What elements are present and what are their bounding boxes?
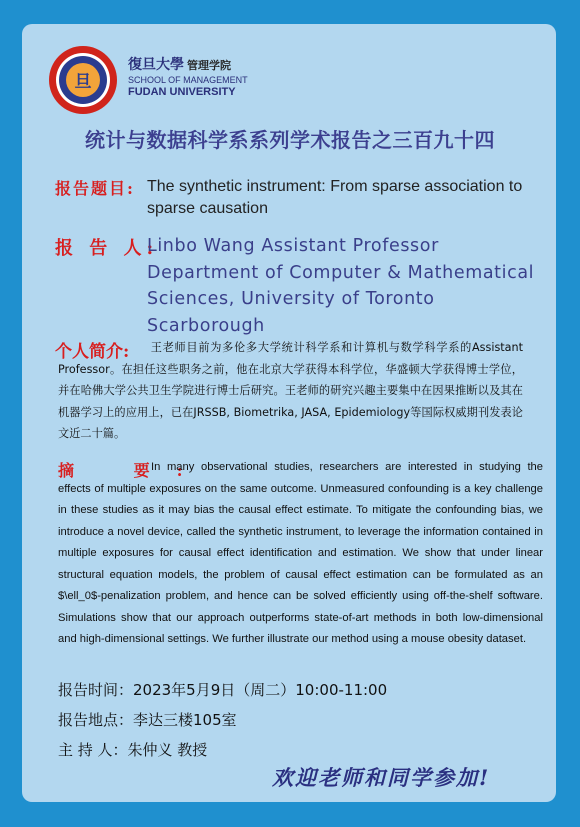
speaker-dept-line: Department of Computer & Mathematical xyxy=(147,262,535,283)
abstract-text-block xyxy=(58,457,543,651)
topic-label: 报告题目: xyxy=(55,179,135,198)
talk-time: 报告时间：2023年5月9日（周二）10:00-11:00 xyxy=(58,681,388,699)
welcome-message: 欢迎老师和同学参加! xyxy=(272,765,491,790)
speaker-univ-line: Sciences, University of Toronto Scarborough xyxy=(147,289,435,336)
bio-text: 王老师目前为多伦多大学统计科学系和计算机与数学科学系的Assistant Professor。在担任这些职务之前，他在北京大学获得本科学位，华盛顿大学获得博士学位，并在哈佛大学公共卫生学院进行博士后研究。王老师的研究兴趣主要集中在因果推断以及其在机器学习上的应用上，已在JRSSB, Biometrika, JASA, Epidemiology等国际权威期刊发表论文近二十篇。 xyxy=(58,341,523,440)
svg-text:旦: 旦 xyxy=(74,72,92,92)
speaker-name-line: Linbo Wang Assistant Professor xyxy=(147,236,439,256)
page-title: 统计与数据科学系系列学术报告之三百九十四 xyxy=(85,128,495,152)
school-name-en-line1: SCHOOL OF MANAGEMENT xyxy=(128,75,248,85)
speaker-label: 报 告 人: xyxy=(55,238,159,259)
school-name-en-line2: FUDAN UNIVERSITY xyxy=(128,86,236,98)
school-name-cn: 復旦大學 管理学院 xyxy=(128,57,231,73)
bio-label: 个人简介: xyxy=(55,342,130,362)
fudan-management-logo xyxy=(48,45,118,115)
bio-text-block xyxy=(58,337,523,445)
abstract-text: In many observational studies, researchers are interested in studying the effects of multiple exposures on the same outcome. Unmeasured confounding is a key challenge in these studies as it may bias the causal effect estimate. To mitigate the confounding bias, we introduce a novel device, called the synthetic instrument, to leverage the information contained in multiple exposures for causal effect identification and estimation. We show that under linear structural equation models, the problem of causal effect estimation can be formulated as an $\ell_0$-penalization problem, and hence can be solved efficiently using off-the-shelf software. Simulations show that our approach outperforms state-of-art methods in both low-dimensional and high-dimensional settings. We further illustrate our method using a mouse obesity dataset. xyxy=(58,461,543,645)
speaker-info xyxy=(147,233,547,339)
topic-text: The synthetic instrument: From sparse association to sparse causation xyxy=(147,178,523,217)
abstract-label: 摘 要: xyxy=(58,461,210,480)
talk-place: 报告地点：李达三楼105室 xyxy=(58,711,237,729)
talk-host: 主 持 人：朱仲义 教授 xyxy=(58,741,208,759)
